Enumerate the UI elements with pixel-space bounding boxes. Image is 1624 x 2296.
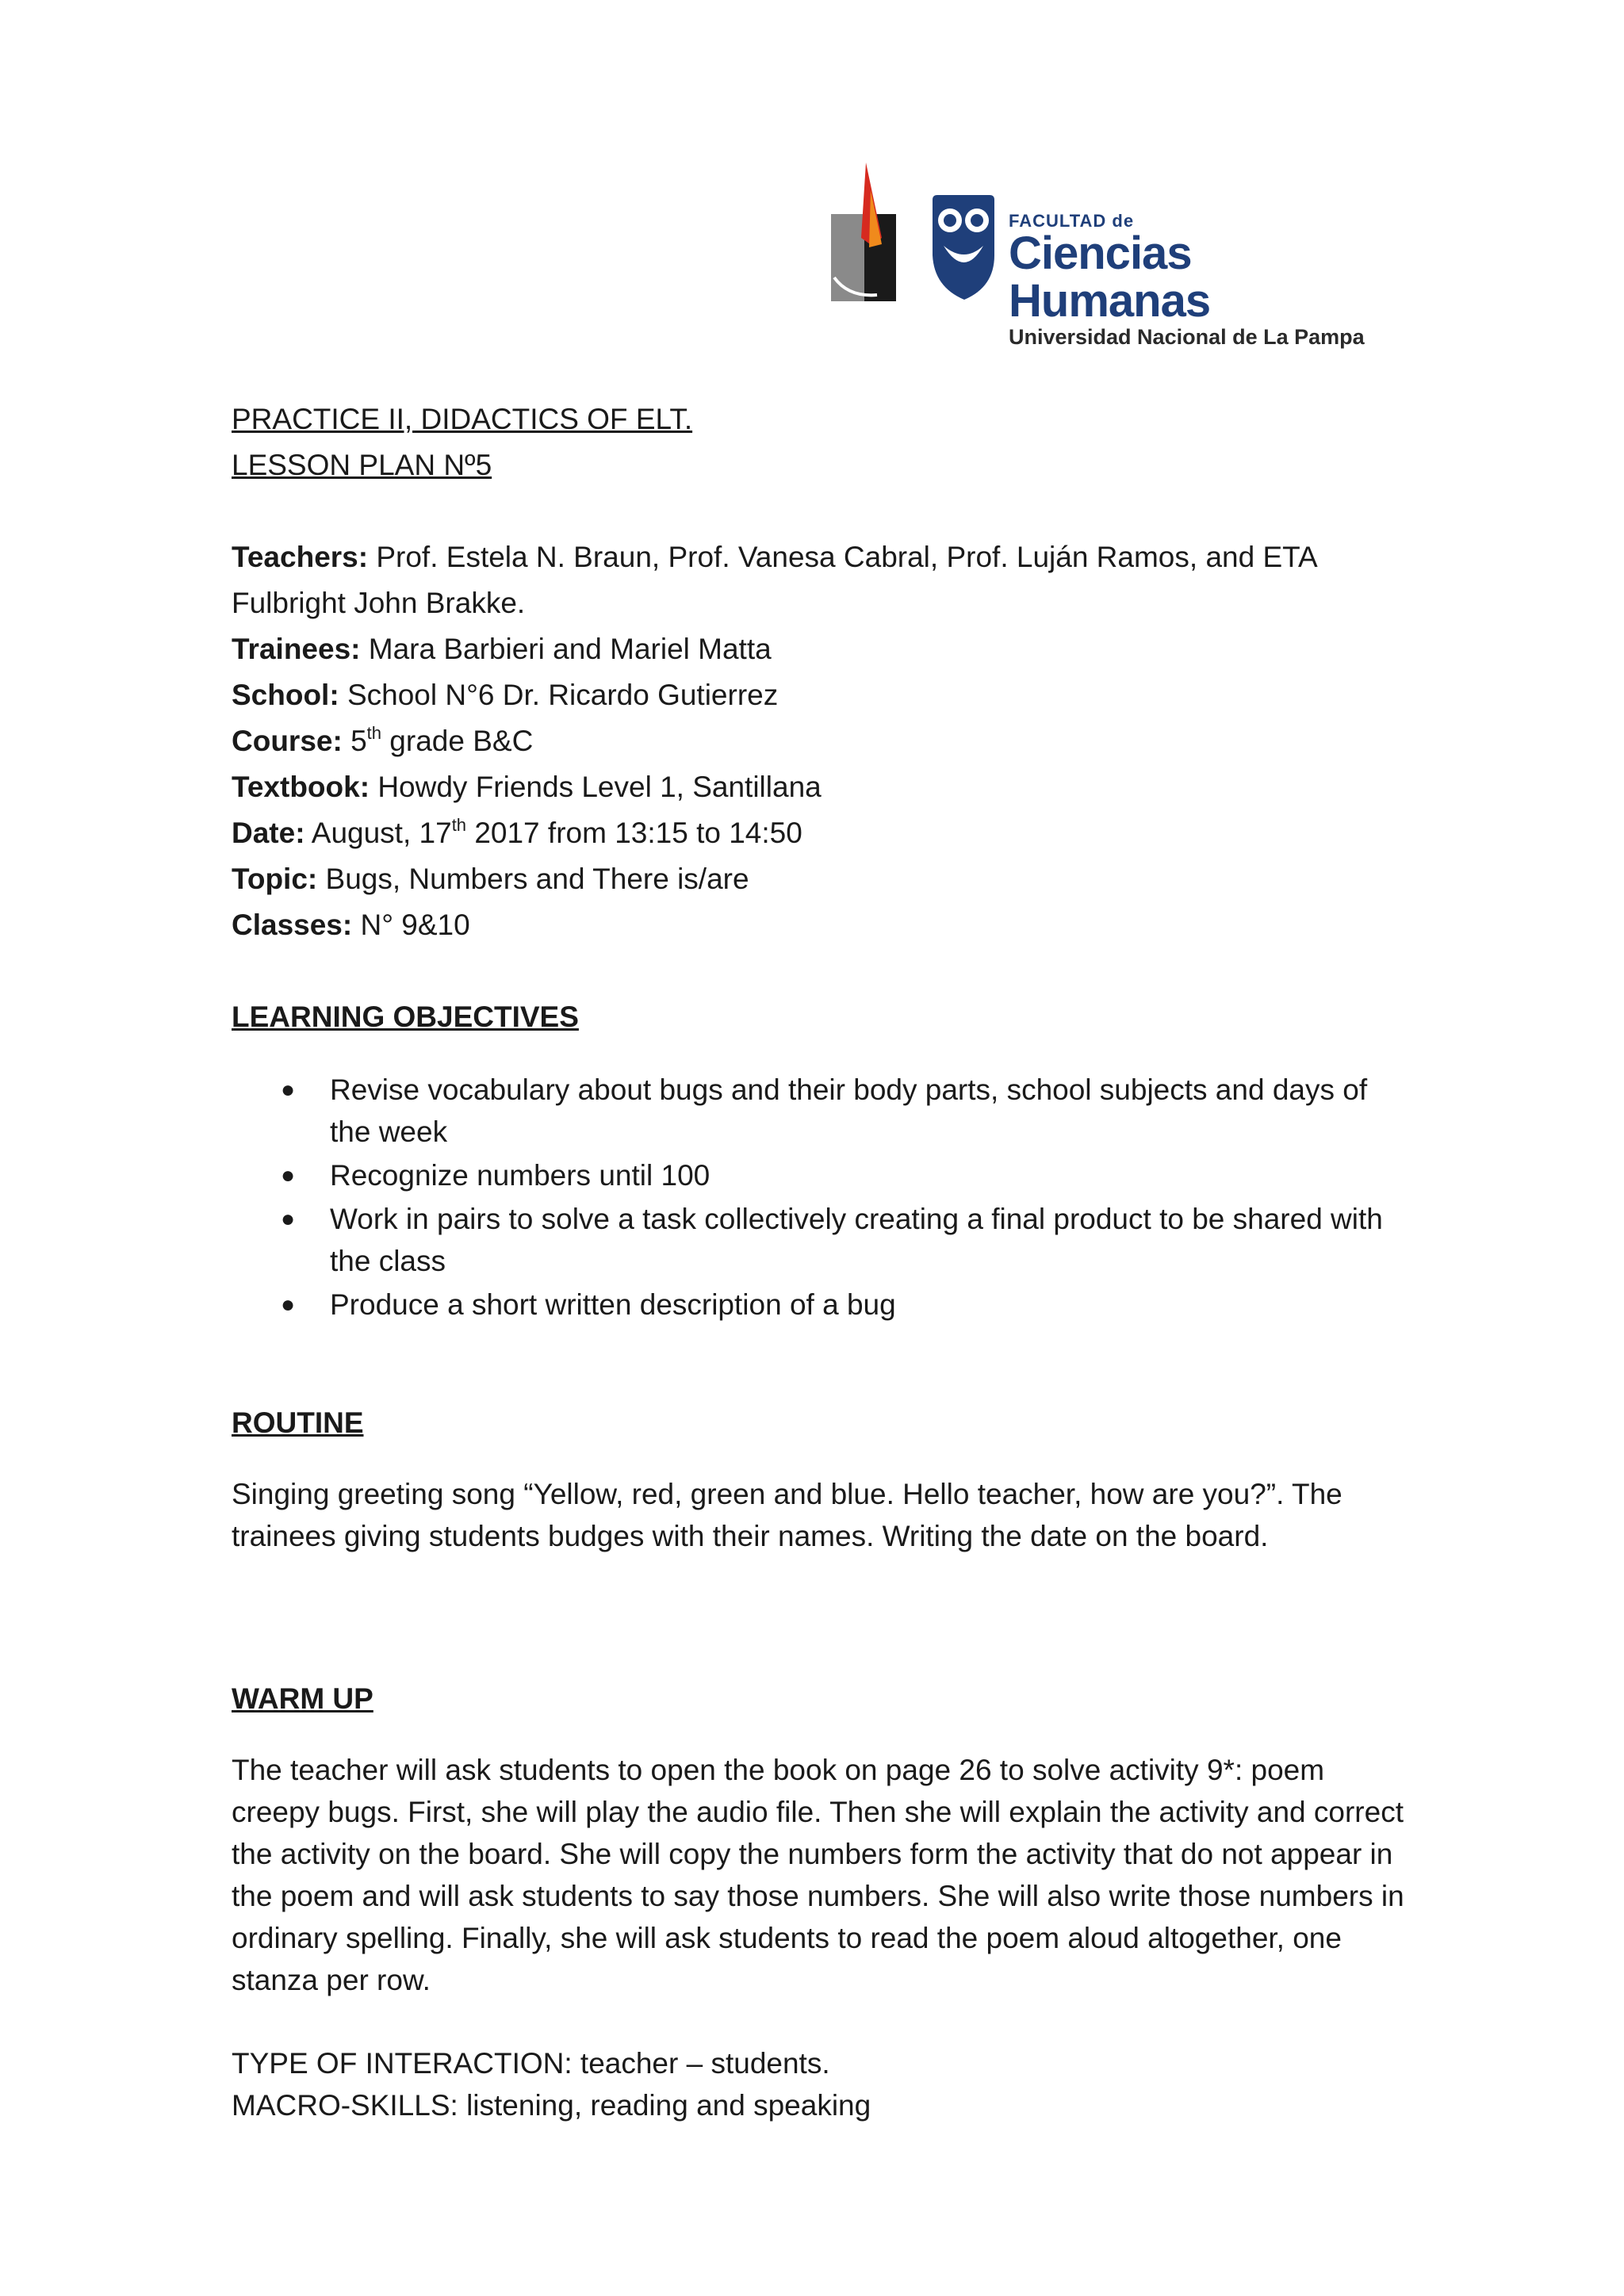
interaction-type: TYPE OF INTERACTION: teacher – students. (232, 2047, 830, 2080)
objectives-list (232, 1069, 1405, 1326)
list-item: ● Produce a short written description of a bug (232, 1284, 1405, 1326)
list-item: ● Work in pairs to solve a task collectively creating a final product to be shared with the class (232, 1198, 1405, 1282)
course-line: Course: 5th grade B&C (232, 722, 534, 757)
list-item: ● Recognize numbers until 100 (232, 1154, 1405, 1196)
classes-line: Classes: N° 9&10 (232, 909, 470, 941)
bullet-icon: ● (281, 1206, 296, 1232)
faculty-logo (825, 159, 1380, 349)
routine-text: Singing greeting song “Yellow, red, green and blue. Hello teacher, how are you?”. The trainees giving students budges with their names. Writing the date on the board. (232, 1478, 1342, 1552)
textbook-line: Textbook: Howdy Friends Level 1, Santillana (232, 771, 822, 803)
bullet-icon: ● (281, 1292, 296, 1318)
objectives-heading: LEARNING OBJECTIVES (232, 1001, 579, 1033)
logo-name: Ciencias Humanas (1009, 228, 1211, 327)
lesson-plan-content (232, 396, 1405, 2126)
trainees-line: Trainees: Mara Barbieri and Mariel Matta (232, 633, 772, 665)
topic-line: Topic: Bugs, Numbers and There is/are (232, 863, 749, 895)
course-title: PRACTICE II, DIDACTICS OF ELT. (232, 403, 693, 435)
logo-emblem-icon (825, 159, 1007, 317)
list-item: ● Revise vocabulary about bugs and their body parts, school subjects and days of the week (232, 1069, 1405, 1153)
logo-university: Universidad Nacional de La Pampa (1009, 325, 1365, 349)
logo-text (1009, 211, 1389, 349)
macro-skills: MACRO-SKILLS: listening, reading and speaking (232, 2089, 871, 2122)
warmup-text: The teacher will ask students to open the book on page 26 to solve activity 9*: poem creepy bugs. First, she will play the audio file. Then she will explain the activity and correct the activity on the board. She will copy the numbers form the activity that do not appear in the poem and will ask students to say those numbers. She will also write those numbers in ordinary spelling. Finally, she will ask students to read the poem aloud altogether, one stanza per row. (232, 1754, 1404, 1996)
bullet-icon: ● (281, 1077, 296, 1103)
lesson-plan-title: LESSON PLAN Nº5 (232, 449, 492, 481)
date-line: Date: August, 17th 2017 from 13:15 to 14:50 (232, 814, 802, 849)
logo-faculty: FACULTAD de (1009, 211, 1135, 231)
teachers-line-cont: Fulbright John Brakke. (232, 587, 526, 619)
teachers-line: Teachers: Prof. Estela N. Braun, Prof. Vanesa Cabral, Prof. Luján Ramos, and ETA (232, 541, 1318, 573)
warmup-heading: WARM UP (232, 1682, 373, 1715)
routine-heading: ROUTINE (232, 1406, 364, 1439)
bullet-icon: ● (281, 1162, 296, 1188)
school-line: School: School N°6 Dr. Ricardo Gutierrez (232, 679, 779, 711)
